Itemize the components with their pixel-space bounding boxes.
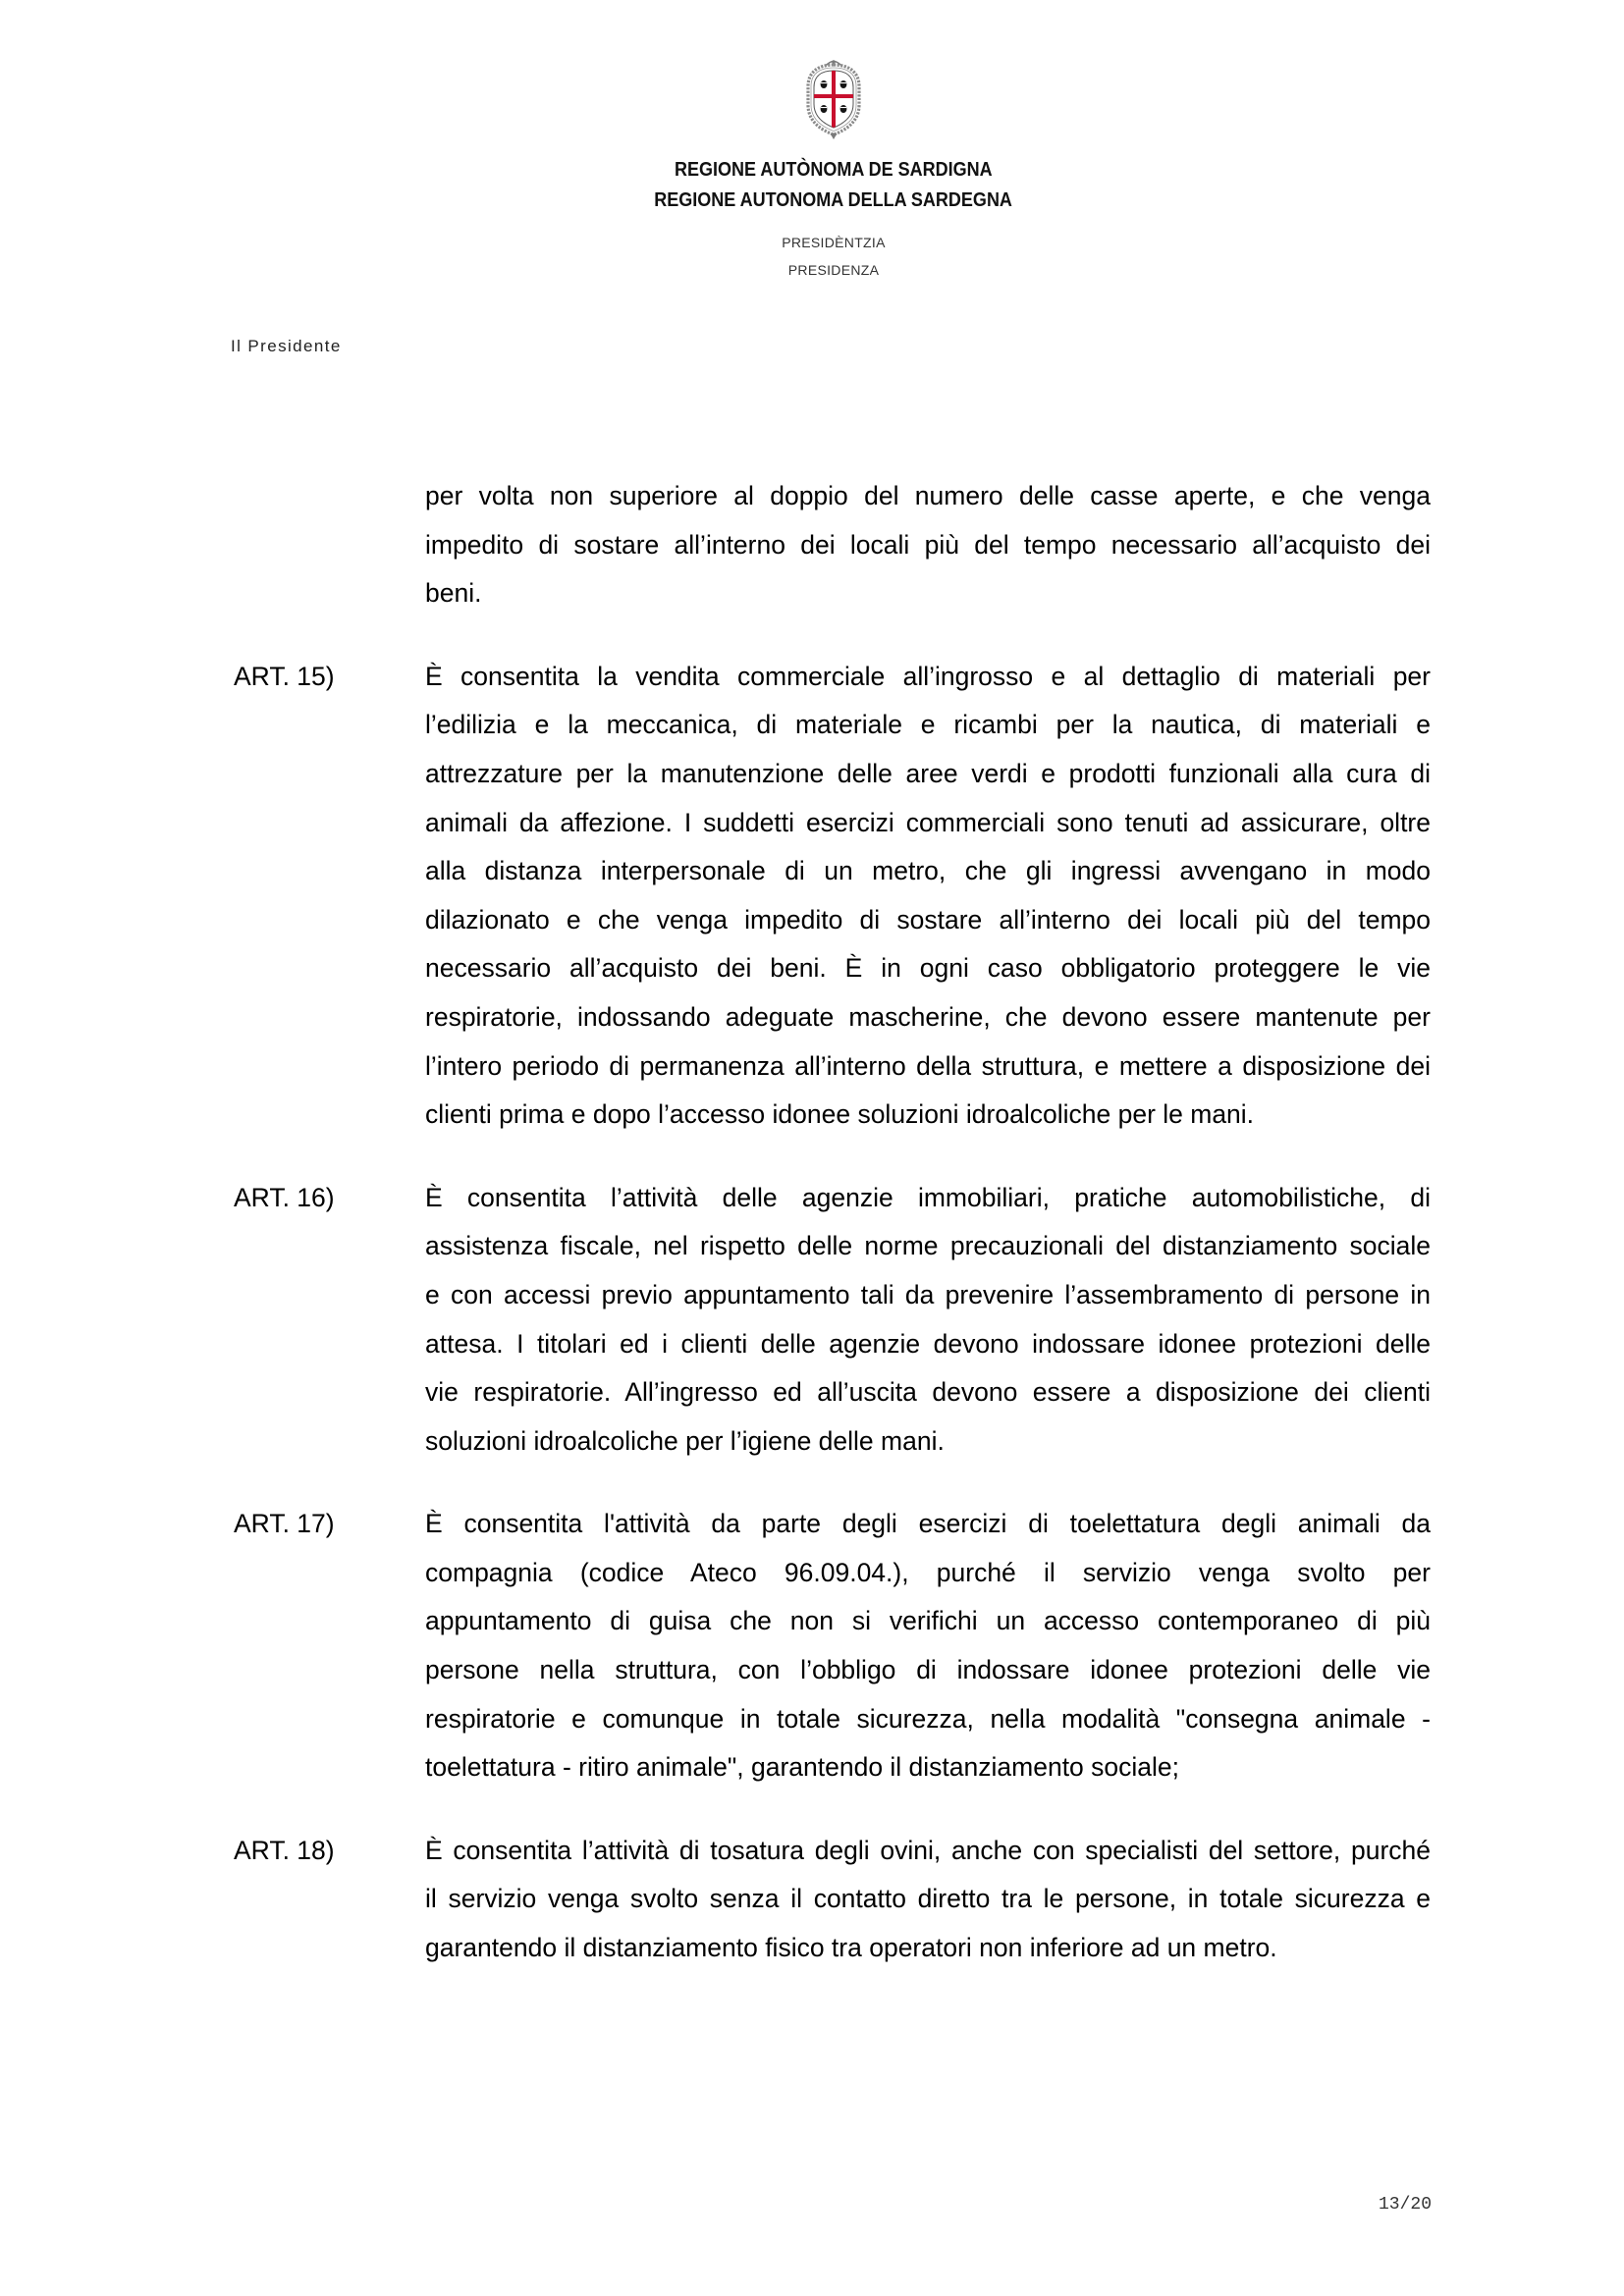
text-line	[425, 750, 1431, 799]
coat-of-arms-icon	[802, 58, 865, 140]
article-text	[425, 1174, 1431, 1467]
text-line	[425, 1417, 1431, 1467]
text-line-content: respiratorie e comunque in totale sicurezza, nella modalità "consegna animale -	[425, 1703, 1431, 1734]
text-line	[425, 944, 1431, 993]
text-line-content: persone nella struttura, con l’obbligo di indossare idonee protezioni delle vie	[425, 1655, 1431, 1685]
text-line-content: clienti prima e dopo l’accesso idonee soluzioni idroalcoliche per le mani.	[425, 1099, 1255, 1130]
text-line	[425, 1174, 1431, 1223]
article-16	[234, 1174, 1431, 1467]
text-line-content: alla distanza interpersonale di un metro, che gli ingressi avvengano in modo	[425, 856, 1431, 886]
text-line	[425, 1091, 1431, 1140]
text-line	[425, 993, 1431, 1042]
article-label-empty	[234, 472, 425, 521]
text-line-content: appuntamento di guisa che non si verifichi un accesso contemporaneo di più	[425, 1606, 1431, 1636]
region-name-italian-text: REGIONE AUTONOMA DELLA SARDEGNA	[654, 189, 1013, 211]
text-line	[425, 1368, 1431, 1417]
text-line	[425, 847, 1431, 896]
text-line	[425, 653, 1431, 702]
article-label: ART. 18)	[234, 1835, 335, 1865]
article-text	[425, 472, 1431, 618]
article-18	[234, 1827, 1431, 1973]
text-line-content: attesa. I titolari ed i clienti delle agenzie devono indossare idonee protezioni delle	[425, 1328, 1431, 1359]
sender-title: Il Presidente	[231, 337, 342, 355]
text-line-content: l’intero periodo di permanenza all’interno della struttura, e mettere a disposizione dei	[425, 1050, 1431, 1081]
text-line-content: compagnia (codice Ateco 96.09.04.), purché il servizio venga svolto per	[425, 1557, 1431, 1587]
text-line-content: vie respiratorie. All’ingresso ed all’uscita devono essere a disposizione dei clienti	[425, 1377, 1431, 1408]
office-name-italian: PRESIDENZA	[787, 262, 880, 278]
text-line	[425, 521, 1431, 570]
text-line-content: assistenza fiscale, nel rispetto delle norme precauzionali del distanziamento sociale	[425, 1231, 1431, 1261]
region-name-sardinian	[441, 160, 1226, 180]
text-line-content: dilazionato e che venga impedito di sostare all’interno dei locali più del tempo	[425, 904, 1431, 934]
text-line-content: l’edilizia e la meccanica, di materiale e ricambi per la nautica, di materiali e	[425, 710, 1431, 740]
text-line-content: necessario all’acquisto dei beni. È in ogni caso obbligatorio proteggere le vie	[425, 953, 1431, 984]
text-line-content: beni.	[425, 578, 482, 609]
text-line-content: attrezzature per la manutenzione delle aree verdi e prodotti funzionali alla cura di	[425, 758, 1431, 788]
article-17	[234, 1500, 1431, 1792]
text-line	[425, 1500, 1431, 1549]
text-line-content: garantendo il distanziamento fisico tra operatori non inferiore ad un metro.	[425, 1933, 1277, 1963]
text-line	[425, 1875, 1431, 1924]
text-line-content: È consentita l’attività delle agenzie immobiliari, pratiche automobilistiche, di	[425, 1182, 1431, 1212]
office-name-sardinian: PRESIDÈNTZIA	[782, 235, 886, 250]
text-line-content: È consentita la vendita commerciale all’ingrosso e al dettaglio di materiali per	[425, 661, 1431, 691]
region-name-sardinian-text: REGIONE AUTÒNOMA DE SARDIGNA	[675, 159, 993, 181]
article-text	[425, 1827, 1431, 1973]
article-text	[425, 653, 1431, 1140]
article-14-continuation	[234, 472, 1431, 618]
text-line-content: respiratorie, indossando adeguate mascherine, che devono essere mantenute per	[425, 1001, 1431, 1032]
text-line-content: È consentita l’attività di tosatura degli ovini, anche con specialisti del settore, purché	[425, 1835, 1431, 1865]
article-text	[425, 1500, 1431, 1792]
logo-bottom-ornament	[831, 133, 838, 139]
text-line-content: È consentita l'attività da parte degli esercizi di toelettatura degli animali da	[425, 1509, 1431, 1539]
text-line	[425, 1646, 1431, 1695]
text-line	[425, 1743, 1431, 1792]
article-15	[234, 653, 1431, 1140]
text-line	[425, 799, 1431, 848]
text-line	[425, 1827, 1431, 1876]
article-label: ART. 16)	[234, 1182, 335, 1212]
text-line-content: animali da affezione. I suddetti esercizi commerciali sono tenuti ad assicurare, oltre	[425, 807, 1431, 837]
article-label: ART. 17)	[234, 1509, 335, 1539]
text-line	[425, 569, 1431, 618]
text-line	[425, 896, 1431, 945]
text-line	[425, 1924, 1431, 1973]
text-line	[425, 1549, 1431, 1598]
text-line	[425, 1695, 1431, 1744]
page-number: 13/20	[1378, 2195, 1432, 2215]
text-line	[425, 1320, 1431, 1369]
text-line	[425, 1597, 1431, 1646]
text-line-content: il servizio venga svolto senza il contatto diretto tra le persone, in totale sicurezza e	[425, 1884, 1431, 1914]
text-line-content: per volta non superiore al doppio del numero delle casse aperte, e che venga	[425, 481, 1431, 510]
text-line-content: soluzioni idroalcoliche per l’igiene delle mani.	[425, 1425, 945, 1456]
region-name-italian	[441, 190, 1226, 210]
text-line-content: e con accessi previo appuntamento tali da prevenire l’assembramento di persone in	[425, 1279, 1431, 1309]
text-line-content: impedito di sostare all’interno dei locali più del tempo necessario all’acquisto dei	[425, 529, 1431, 560]
document-body	[234, 472, 1431, 2007]
text-line	[425, 472, 1431, 521]
article-label: ART. 15)	[234, 661, 335, 691]
text-line	[425, 1271, 1431, 1320]
text-line	[425, 701, 1431, 750]
text-line-content: toelettatura - ritiro animale", garantendo il distanziamento sociale;	[425, 1752, 1180, 1783]
text-line	[425, 1222, 1431, 1271]
text-line	[425, 1042, 1431, 1092]
